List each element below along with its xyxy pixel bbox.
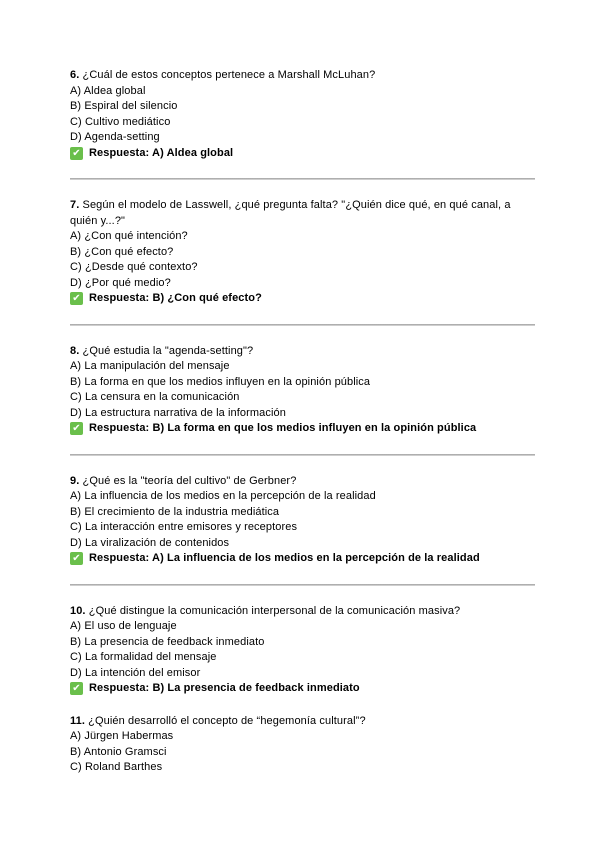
question-option: C) La formalidad del mensaje <box>70 651 217 663</box>
question-title <box>70 68 535 84</box>
question-title <box>70 604 535 620</box>
question-option: D) La estructura narrativa de la información <box>70 406 286 419</box>
question-block-7 <box>70 198 535 307</box>
answer-text: Respuesta: B) La presencia de feedback inmediato <box>89 682 360 694</box>
answer-text: Respuesta: B) ¿Con qué efecto? <box>89 292 262 304</box>
question-number: 10. <box>70 604 86 617</box>
question-option: B) Antonio Gramsci <box>70 745 167 758</box>
question-option: C) ¿Desde qué contexto? <box>70 261 198 273</box>
question-number: 6. <box>70 69 80 81</box>
question-option: C) Cultivo mediático <box>70 115 171 128</box>
question-block-8 <box>70 344 535 437</box>
question-option: A) El uso de lenguaje <box>70 620 177 632</box>
question-option: B) Espiral del silencio <box>70 100 178 112</box>
question-option: A) ¿Con qué intención? <box>70 230 188 242</box>
check-icon: ✔ <box>70 292 83 305</box>
question-number: 11. <box>70 714 85 727</box>
question-option: D) Agenda-setting <box>70 131 160 143</box>
question-option: B) El crecimiento de la industria mediática <box>70 505 280 518</box>
question-text: ¿Qué es la "teoría del cultivo" de Gerbner? <box>82 474 297 487</box>
question-block-10 <box>70 604 535 697</box>
question-title <box>70 344 535 360</box>
question-block-9 <box>70 474 535 567</box>
question-text: Según el modelo de Lasswell, ¿qué pregunta falta? "¿Quién dice qué, en qué canal, a quién y...?" <box>70 199 511 227</box>
question-title <box>70 474 535 490</box>
question-option: D) La viralización de contenidos <box>70 536 230 549</box>
check-icon: ✔ <box>70 682 83 695</box>
question-option: A) Aldea global <box>70 84 146 97</box>
question-number: 9. <box>70 474 80 487</box>
question-block-6 <box>70 68 535 161</box>
check-icon: ✔ <box>70 147 83 160</box>
answer-text: Respuesta: B) La forma en que los medios influyen en la opinión pública <box>89 422 477 434</box>
question-number: 7. <box>70 199 80 211</box>
answer-line <box>70 291 535 307</box>
question-text: ¿Quién desarrolló el concepto de “hegemonía cultural”? <box>88 714 366 727</box>
question-option: D) ¿Por qué medio? <box>70 276 171 289</box>
question-text: ¿Qué estudia la "agenda-setting"? <box>82 344 254 357</box>
answer-line <box>70 146 535 162</box>
answer-line <box>70 551 535 567</box>
section-divider <box>70 584 535 586</box>
question-block-11 <box>70 714 535 776</box>
question-text: ¿Qué distingue la comunicación interpersonal de la comunicación masiva? <box>88 604 461 617</box>
section-divider <box>70 178 535 180</box>
question-option: B) ¿Con qué efecto? <box>70 245 174 258</box>
answer-line <box>70 681 535 697</box>
question-title <box>70 198 535 229</box>
question-number: 8. <box>70 344 80 357</box>
answer-text: Respuesta: A) Aldea global <box>89 146 234 159</box>
question-option: A) La influencia de los medios en la percepción de la realidad <box>70 490 376 502</box>
question-option: A) La manipulación del mensaje <box>70 360 230 372</box>
answer-text: Respuesta: A) La influencia de los medios en la percepción de la realidad <box>89 552 480 564</box>
check-icon: ✔ <box>70 552 83 565</box>
question-option: C) Roland Barthes <box>70 761 163 773</box>
section-divider <box>70 454 535 456</box>
question-text: ¿Cuál de estos conceptos pertenece a Marshall McLuhan? <box>82 69 376 81</box>
question-option: A) Jürgen Habermas <box>70 730 174 742</box>
question-option: B) La presencia de feedback inmediato <box>70 635 265 648</box>
question-option: C) La censura en la comunicación <box>70 391 240 403</box>
question-option: C) La interacción entre emisores y receptores <box>70 521 298 533</box>
question-option: B) La forma en que los medios influyen en la opinión pública <box>70 375 371 388</box>
question-option: D) La intención del emisor <box>70 666 201 679</box>
check-icon: ✔ <box>70 422 83 435</box>
answer-line <box>70 421 535 437</box>
question-title <box>70 714 535 730</box>
section-divider <box>70 324 535 326</box>
